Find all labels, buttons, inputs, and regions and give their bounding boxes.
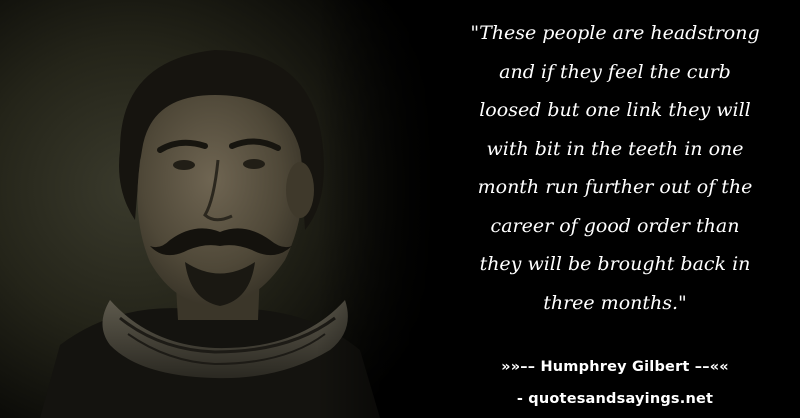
quote-line: loosed but one link they will [479,99,751,121]
quote-line: with bit in the teeth in one [486,137,744,160]
quote-line: they will be brought back in [479,253,751,275]
source-site: - quotesandsayings.net [516,391,714,407]
quote-author: »»–– Humphrey Gilbert ––«« [501,359,729,375]
quote-line: month run further out of the [477,176,753,198]
quote-line: three months." [543,291,687,314]
quote-line: career of good order than [490,214,740,237]
quote-line: and if they feel the curb [499,60,731,83]
quote-text [440,14,790,322]
quote-line: "These people are headstrong [470,22,760,44]
